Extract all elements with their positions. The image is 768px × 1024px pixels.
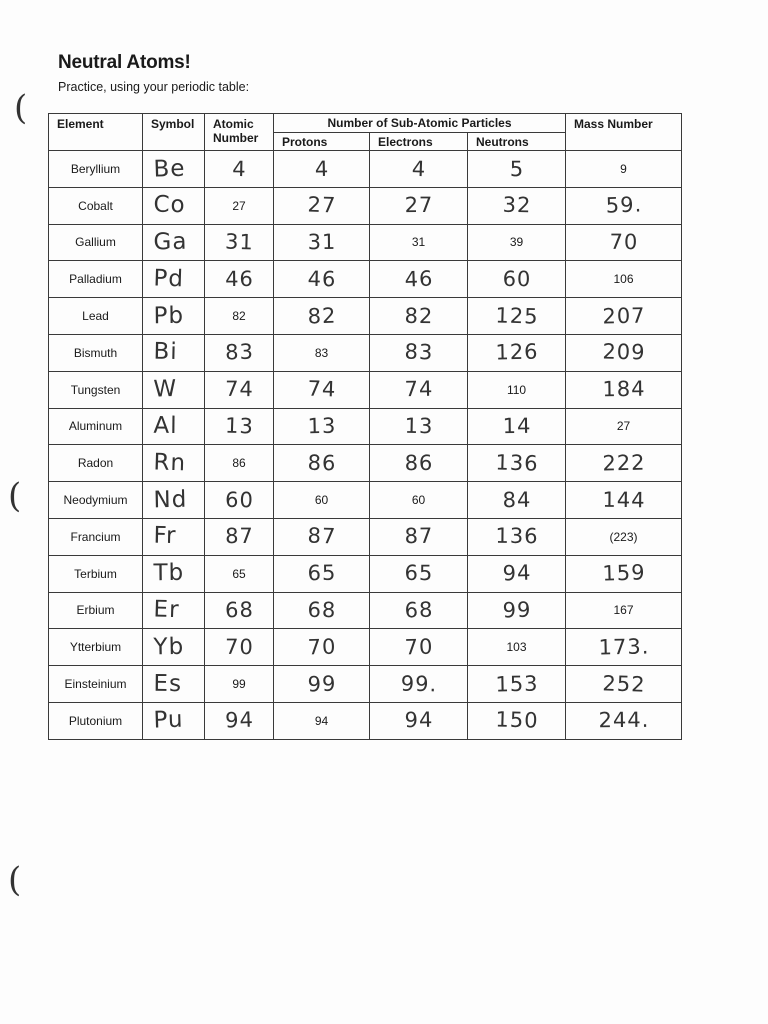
protons-cell: 82 — [273, 296, 370, 336]
table-body — [49, 151, 682, 740]
table-row — [49, 371, 682, 408]
symbol-cell: Es — [142, 665, 204, 702]
table-row — [49, 187, 682, 224]
electrons-cell: 60 — [370, 482, 468, 519]
electrons-cell: 13 — [369, 407, 468, 446]
neutrons-cell: 136 — [467, 443, 566, 483]
symbol-cell: Tb — [142, 555, 204, 592]
table-row — [49, 482, 682, 519]
neutrons-cell: 153 — [467, 665, 566, 704]
header-element: Element — [49, 114, 143, 151]
header-electrons: Electrons — [370, 133, 468, 151]
mass-cell: 159 — [565, 553, 682, 593]
mass-cell: 173. — [565, 628, 682, 667]
protons-cell: 46 — [273, 260, 370, 299]
element-name-cell: Neodymium — [49, 482, 143, 519]
protons-cell: 94 — [274, 702, 370, 739]
neutrons-cell: 5 — [467, 150, 565, 188]
neutrons-cell: 14 — [467, 408, 565, 446]
symbol-cell: Rn — [142, 444, 205, 483]
electrons-cell: 31 — [370, 224, 468, 261]
table-row — [49, 408, 682, 445]
atomic-cell: 65 — [205, 555, 274, 592]
symbol-cell: Fr — [142, 518, 205, 556]
element-name-cell: Francium — [49, 518, 143, 555]
atomic-cell: 94 — [204, 701, 274, 740]
atomic-cell: 27 — [205, 187, 274, 224]
electrons-cell: 99. — [369, 665, 468, 704]
neutral-atoms-table — [48, 113, 682, 740]
symbol-cell: Al — [142, 408, 204, 445]
mass-cell: 252 — [565, 664, 682, 704]
electrons-cell: 70 — [369, 627, 468, 667]
mass-cell: 9 — [566, 151, 682, 188]
table-row — [49, 224, 682, 261]
page-title: Neutral Atoms! — [58, 52, 191, 73]
mass-cell: 59. — [565, 185, 682, 225]
symbol-cell: Pb — [142, 297, 204, 334]
element-name-cell: Erbium — [49, 592, 143, 629]
mass-cell: 207 — [565, 296, 682, 335]
mass-cell: 70 — [565, 223, 681, 261]
protons-cell: 4 — [273, 149, 370, 188]
neutrons-cell: 125 — [467, 296, 566, 336]
table-row — [49, 518, 682, 555]
element-name-cell: Gallium — [49, 224, 143, 261]
table-row — [49, 555, 682, 592]
protons-cell: 83 — [274, 334, 370, 371]
mass-cell: (223) — [566, 518, 682, 555]
electrons-cell: 83 — [369, 333, 468, 373]
element-name-cell: Aluminum — [49, 408, 143, 445]
symbol-cell: Ga — [142, 223, 205, 261]
element-name-cell: Beryllium — [49, 151, 143, 188]
electrons-cell: 27 — [369, 187, 467, 225]
electrons-cell: 4 — [369, 149, 468, 189]
symbol-cell: Co — [142, 187, 205, 225]
electrons-cell: 94 — [369, 701, 468, 740]
element-name-cell: Lead — [49, 298, 143, 335]
table-row — [49, 702, 682, 739]
atomic-cell: 86 — [205, 445, 274, 482]
neutrons-cell: 60 — [467, 260, 565, 298]
header-symbol: Symbol — [143, 114, 205, 151]
atomic-cell: 4 — [204, 150, 274, 188]
electrons-cell: 65 — [369, 555, 467, 593]
element-name-cell: Plutonium — [49, 702, 143, 739]
neutrons-cell: 126 — [467, 333, 566, 372]
header-neutrons: Neutrons — [468, 133, 566, 151]
neutrons-cell: 110 — [468, 371, 566, 408]
electrons-cell: 46 — [369, 259, 468, 299]
electrons-cell: 87 — [369, 517, 468, 556]
atomic-cell: 46 — [204, 261, 273, 299]
element-name-cell: Cobalt — [49, 187, 143, 224]
element-name-cell: Tungsten — [49, 371, 143, 408]
symbol-cell: Er — [142, 591, 205, 630]
atomic-cell: 13 — [204, 407, 274, 446]
symbol-cell: Nd — [142, 481, 205, 519]
protons-cell: 86 — [273, 444, 370, 483]
protons-cell: 31 — [273, 224, 369, 262]
table-row — [49, 151, 682, 188]
neutrons-cell: 99 — [467, 591, 566, 631]
table-row — [49, 666, 682, 703]
element-name-cell: Terbium — [49, 555, 143, 592]
symbol-cell: Pd — [142, 260, 205, 299]
atomic-cell: 60 — [204, 481, 274, 519]
protons-cell: 74 — [273, 370, 370, 410]
table-row — [49, 261, 682, 298]
atomic-cell: 70 — [204, 628, 273, 666]
page-subtitle: Practice, using your periodic table: — [58, 80, 250, 94]
element-name-cell: Bismuth — [49, 334, 143, 371]
protons-cell: 13 — [273, 407, 370, 446]
symbol-cell: Bi — [142, 334, 205, 372]
neutrons-cell: 136 — [467, 518, 565, 556]
neutrons-cell: 150 — [467, 701, 566, 741]
margin-mark-bottom: ( — [8, 860, 22, 900]
margin-mark-top: ( — [14, 88, 28, 128]
table-row — [49, 445, 682, 482]
symbol-cell: Yb — [142, 628, 205, 666]
electrons-cell: 68 — [369, 591, 468, 631]
atomic-cell: 83 — [204, 333, 274, 372]
protons-cell: 65 — [273, 554, 370, 593]
neutrons-cell: 103 — [468, 629, 566, 666]
header-mass-number: Mass Number — [566, 114, 682, 151]
mass-cell: 209 — [565, 333, 682, 372]
element-name-cell: Ytterbium — [49, 629, 143, 666]
electrons-cell: 86 — [369, 444, 467, 482]
protons-cell: 27 — [273, 186, 370, 226]
protons-cell: 70 — [273, 627, 370, 667]
symbol-cell: W — [142, 370, 205, 409]
margin-mark-middle: ( — [8, 476, 22, 516]
neutrons-cell: 32 — [467, 186, 566, 225]
protons-cell: 87 — [273, 517, 370, 557]
atomic-cell: 99 — [205, 666, 274, 703]
protons-cell: 68 — [273, 592, 369, 630]
table-row — [49, 334, 682, 371]
atomic-cell: 82 — [205, 298, 274, 335]
atomic-cell: 68 — [204, 591, 274, 629]
mass-cell: 27 — [566, 408, 682, 445]
mass-cell: 106 — [566, 261, 682, 298]
neutrons-cell: 84 — [467, 481, 566, 520]
mass-cell: 222 — [565, 444, 682, 483]
table-row — [49, 298, 682, 335]
symbol-cell: Pu — [142, 701, 205, 740]
neutrons-cell: 94 — [467, 554, 566, 594]
table-row — [49, 629, 682, 666]
table-row — [49, 592, 682, 629]
symbol-cell: Be — [142, 150, 205, 189]
header-subatomic-particles: Number of Sub-Atomic Particles — [274, 114, 566, 133]
mass-cell: 144 — [565, 481, 681, 519]
element-name-cell: Einsteinium — [49, 666, 143, 703]
header-atomic-number: Atomic Number — [205, 114, 274, 151]
mass-cell: 244. — [565, 702, 681, 740]
element-name-cell: Palladium — [49, 261, 143, 298]
electrons-cell: 74 — [369, 370, 468, 409]
header-protons: Protons — [274, 133, 370, 151]
mass-cell: 184 — [565, 371, 681, 409]
element-name-cell: Radon — [49, 445, 143, 482]
atomic-cell: 87 — [204, 518, 273, 556]
atomic-cell: 31 — [204, 223, 274, 262]
mass-cell: 167 — [566, 592, 682, 629]
neutrons-cell: 39 — [468, 224, 566, 261]
protons-cell: 99 — [273, 664, 370, 704]
atomic-cell: 74 — [204, 371, 273, 409]
electrons-cell: 82 — [369, 297, 467, 335]
protons-cell: 60 — [274, 482, 370, 519]
